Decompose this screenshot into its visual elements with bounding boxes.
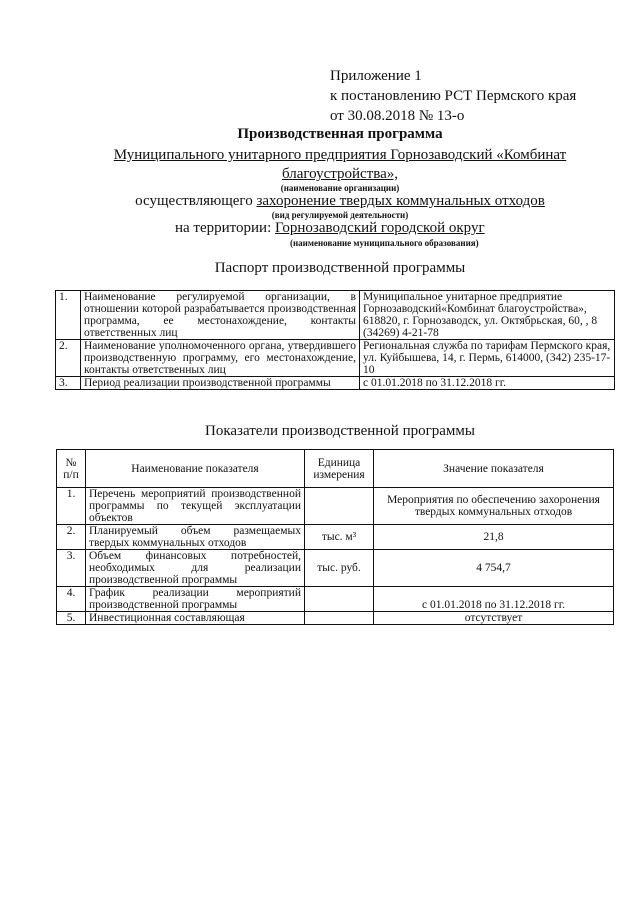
header-unit: Единица измерения [305, 450, 374, 488]
indicator-unit: тыс. руб. [305, 550, 374, 587]
indicator-num: 4. [57, 587, 86, 612]
passport-value: Региональная служба по тарифам Пермского края, ул. Куйбышева, 14, г. Пермь, 614000, (342) 235-17-10 [360, 340, 615, 377]
indicator-value: отсутствует [374, 612, 614, 625]
table-row [56, 340, 615, 377]
activity-prefix: осуществляющего [135, 193, 253, 209]
indicator-name: Планируемый объем размещаемых твердых коммунальных отходов [86, 525, 305, 550]
table-row [57, 612, 614, 625]
passport-name: Наименование регулируемой организации, в отношении которой разрабатывается производственная программа, ее местонахождение, контакты ответственных лиц [81, 291, 360, 340]
appendix-line-3: от 30.08.2018 № 13-о [330, 108, 465, 124]
indicator-num: 2. [57, 525, 86, 550]
territory-prefix: на территории: [175, 220, 272, 236]
indicator-unit: тыс. м³ [305, 525, 374, 550]
passport-value: Муниципальное унитарное предприятие Горнозаводский«Комбинат благоустройства», 618820, г. Горнозаводск, ул. Октябрьская, 60, , 8 (34269) 4-21-78 [360, 291, 615, 340]
table-row [57, 550, 614, 587]
organization-name: Муниципального унитарного предприятия Горнозаводский «Комбинат благоустройства», [113, 147, 567, 182]
table-row [56, 291, 615, 340]
indicator-num: 5. [57, 612, 86, 625]
indicator-num: 1. [57, 488, 86, 525]
passport-name: Наименование уполномоченного органа, утвердившего производственную программу, его местонахождение, контакты ответственных лиц [81, 340, 360, 377]
indicator-value: 21,8 [374, 525, 614, 550]
passport-num: 2. [56, 340, 81, 377]
indicator-name: Объем финансовых потребностей, необходимых для реализации производственной программы [86, 550, 305, 587]
indicator-value: с 01.01.2018 по 31.12.2018 гг. [374, 587, 614, 612]
table-row [57, 587, 614, 612]
indicator-unit [305, 612, 374, 625]
table-row [57, 525, 614, 550]
activity-line [60, 193, 620, 210]
passport-table [55, 290, 615, 390]
organization-note: (наименование организации) [280, 183, 400, 193]
indicator-value: 4 754,7 [374, 550, 614, 587]
indicators-table [56, 449, 614, 625]
header-value: Значение показателя [374, 450, 614, 488]
appendix-line-1: Приложение 1 [330, 68, 422, 84]
appendix-block [330, 66, 576, 126]
passport-value: с 01.01.2018 по 31.12.2018 гг. [360, 377, 615, 390]
passport-num: 1. [56, 291, 81, 340]
indicator-value: Мероприятия по обеспечению захоронения твердых коммунальных отходов [374, 488, 614, 525]
indicator-name: Перечень мероприятий производственной программы по текущей эксплуатации объектов [86, 488, 305, 525]
appendix-line-2: к постановлению РСТ Пермского края [330, 88, 577, 104]
indicator-unit [305, 587, 374, 612]
territory-line [175, 220, 485, 237]
passport-name: Период реализации производственной программы [81, 377, 360, 390]
header-name: Наименование показателя [86, 450, 305, 488]
territory-name: Горнозаводский городской округ [275, 220, 485, 236]
indicator-name: График реализации мероприятий производственной программы [86, 587, 305, 612]
table-row [57, 488, 614, 525]
passport-title: Паспорт производственной программы [214, 260, 466, 276]
activity-type: захоронение твердых коммунальных отходов [256, 193, 545, 209]
document-title: Производственная программа [237, 126, 443, 142]
passport-num: 3. [56, 377, 81, 390]
indicator-name: Инвестиционная составляющая [86, 612, 305, 625]
header-num: № п/п [57, 450, 86, 488]
indicator-num: 3. [57, 550, 86, 587]
indicators-title: Показатели производственной программы [205, 423, 475, 439]
territory-note: (наименование муниципального образования) [290, 238, 479, 248]
table-row [56, 377, 615, 390]
indicators-header-row [57, 450, 614, 488]
indicator-unit [305, 488, 374, 525]
activity-note: (вид регулируемой деятельности) [271, 210, 409, 220]
